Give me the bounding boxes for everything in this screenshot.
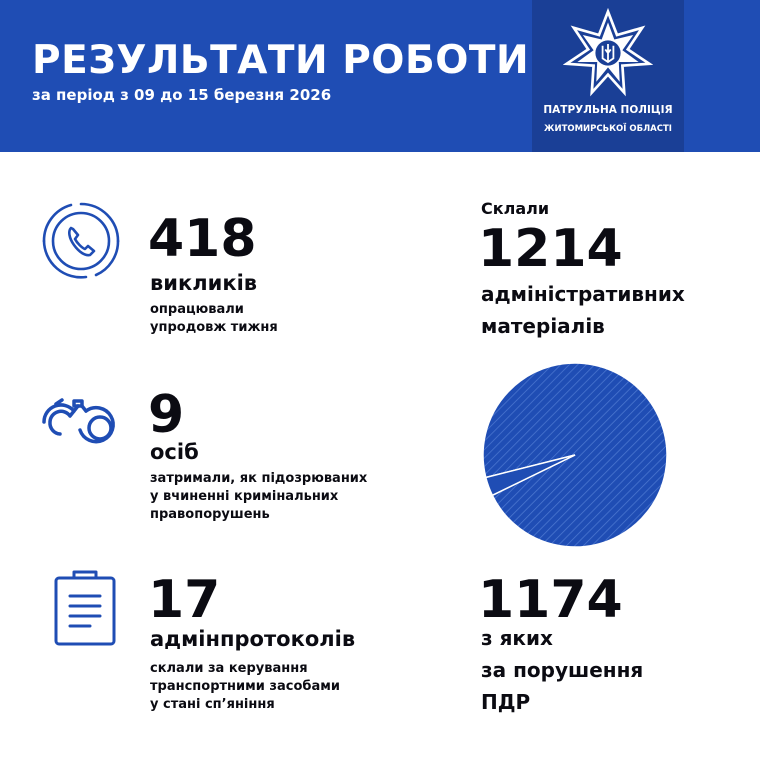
protocols-desc-line: транспортними засобами	[150, 679, 340, 694]
handcuffs-icon	[34, 392, 122, 452]
protocols-desc-line: у стані сп’яніння	[150, 697, 275, 712]
calls-desc-line: упродовж тижня	[150, 320, 278, 335]
period-subtitle: за період з 09 до 15 березня 2026	[32, 86, 332, 104]
traffic-label-line: за порушення	[481, 658, 644, 682]
police-name: ПАТРУЛЬНА ПОЛІЦІЯ	[543, 104, 673, 116]
clipboard-icon	[50, 568, 120, 648]
traffic-label-line: ПДР	[481, 690, 531, 714]
detained-description	[150, 470, 367, 524]
traffic-number: 1174	[478, 570, 623, 630]
calls-unit: викликів	[150, 271, 258, 295]
detained-number: 9	[148, 385, 185, 445]
header-banner	[0, 0, 760, 152]
admin-number: 1214	[478, 219, 623, 279]
detained-unit: осіб	[150, 440, 199, 464]
phone-icon	[40, 200, 122, 282]
admin-label	[481, 278, 685, 342]
detained-desc-line: у вчиненні кримінальних	[150, 489, 339, 504]
page-title: РЕЗУЛЬТАТИ РОБОТИ	[32, 38, 530, 83]
police-region: ЖИТОМИРСЬКОЇ ОБЛАСТІ	[544, 124, 672, 134]
admin-label-line: адміністративних	[481, 282, 685, 306]
protocols-desc-line: склали за керування	[150, 661, 308, 676]
pie-chart	[480, 360, 670, 550]
protocols-description	[150, 660, 340, 714]
protocols-unit: адмінпротоколів	[150, 627, 356, 651]
calls-number: 418	[148, 209, 257, 269]
traffic-label	[481, 622, 643, 718]
traffic-label-line: з яких	[481, 626, 553, 650]
police-logo-panel	[532, 0, 684, 152]
police-star-icon	[563, 8, 653, 98]
protocols-number: 17	[148, 570, 221, 630]
detained-desc-line: правопорушень	[150, 507, 270, 522]
calls-desc-line: опрацювали	[150, 302, 244, 317]
detained-desc-line: затримали, як підозрюваних	[150, 471, 368, 486]
calls-description	[150, 301, 278, 337]
admin-label-line: матеріалів	[481, 314, 605, 338]
admin-prefix: Склали	[481, 199, 550, 218]
